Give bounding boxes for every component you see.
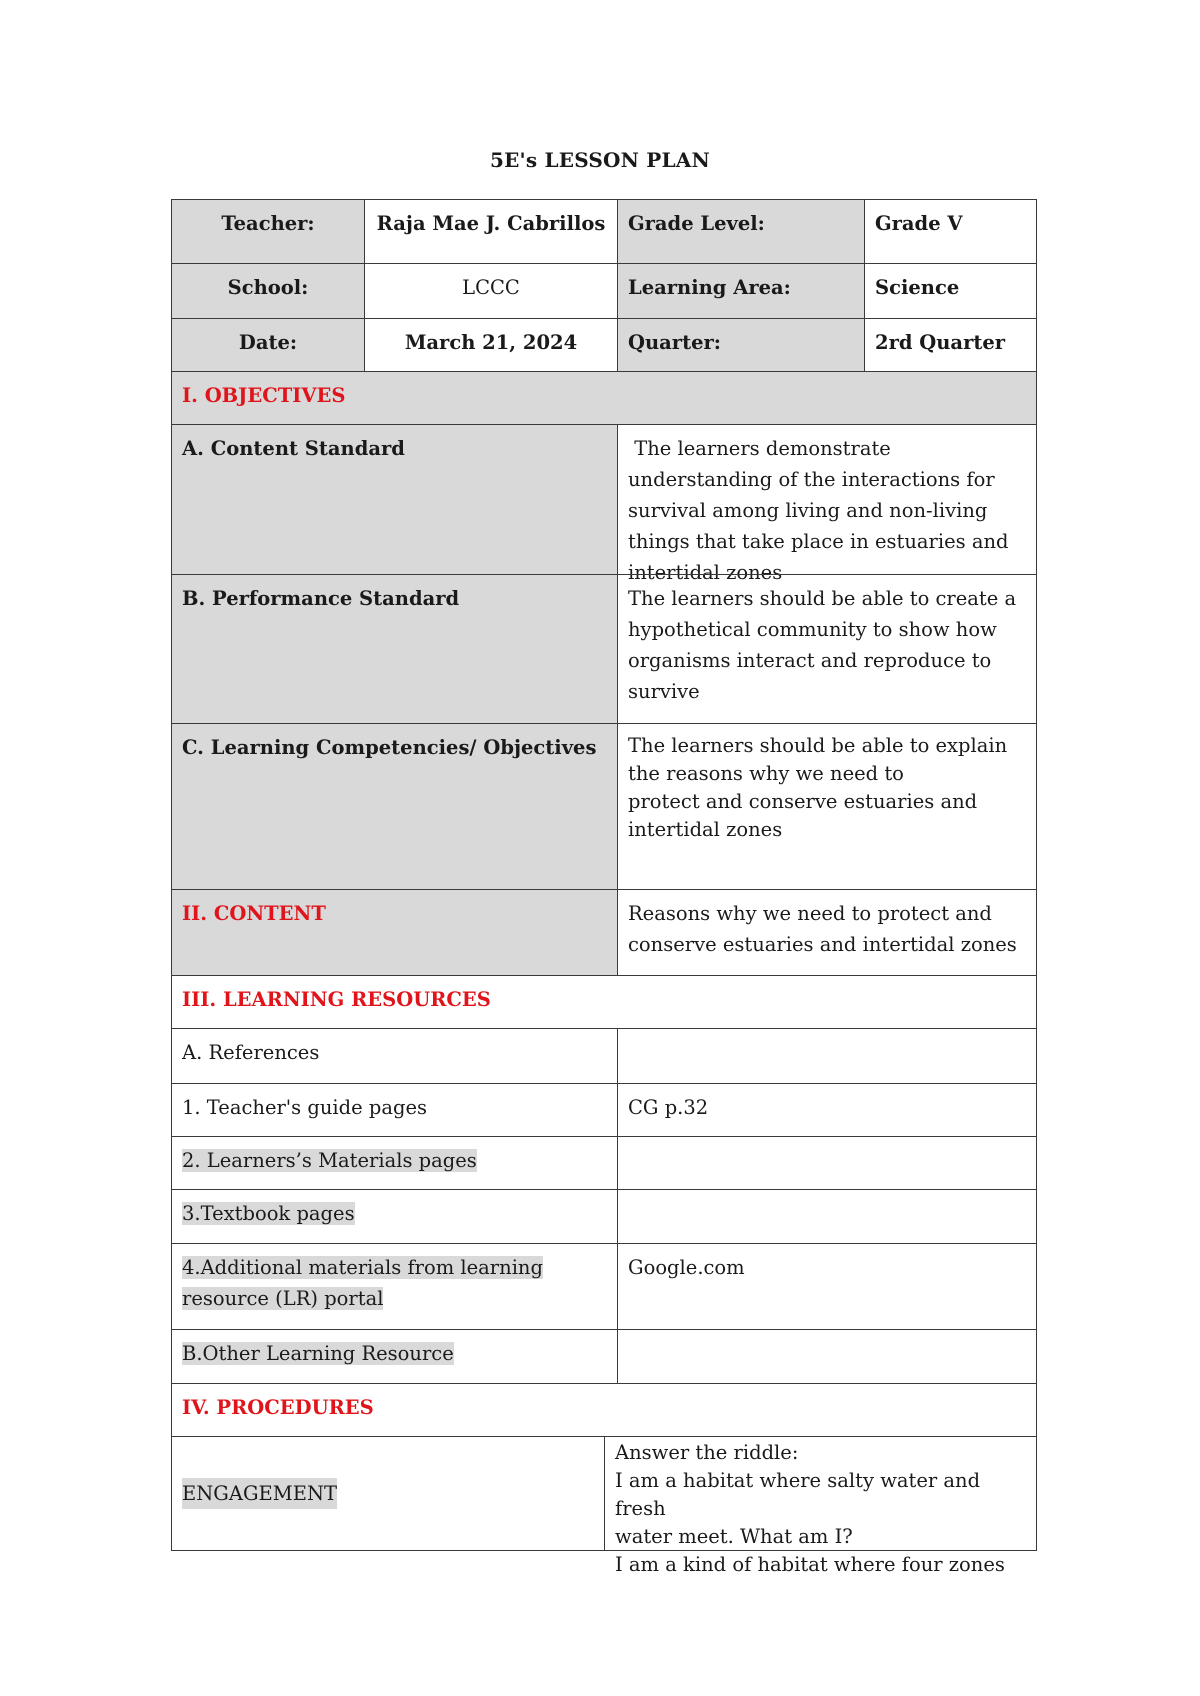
competencies-line: The learners should be able to explain (628, 734, 1008, 757)
school-value: LCCC (364, 263, 618, 319)
other-resource-label: B.Other Learning Resource (171, 1329, 618, 1384)
learning-area-label: Learning Area: (617, 263, 865, 319)
grade-level-label: Grade Level: (617, 199, 865, 264)
competencies-text (617, 723, 1037, 890)
teacher-value: Raja Mae J. Cabrillos (364, 199, 618, 264)
learners-materials-label: 2. Learners’s Materials pages (171, 1136, 618, 1190)
engagement-label: ENGAGEMENT (171, 1436, 605, 1551)
quarter-value: 2rd Quarter (864, 318, 1037, 372)
objectives-heading: I. OBJECTIVES (171, 371, 1037, 425)
textbook-label: 3.Textbook pages (171, 1189, 618, 1244)
learning-area-value: Science (864, 263, 1037, 319)
content-heading: II. CONTENT (171, 889, 618, 976)
textbook-value (617, 1189, 1037, 1244)
content-text: Reasons why we need to protect and conserve estuaries and intertidal zones (617, 889, 1037, 976)
teachers-guide-value: CG p.32 (617, 1083, 1037, 1137)
competencies-line: protect and conserve estuaries and (628, 790, 978, 813)
date-value: March 21, 2024 (364, 318, 618, 372)
riddle-line: I am a kind of habitat where four zones (615, 1553, 1005, 1576)
performance-standard-text: The learners should be able to create a hypothetical community to show how organisms interact and reproduce to survive (617, 574, 1037, 724)
other-resource-value (617, 1329, 1037, 1384)
quarter-label: Quarter: (617, 318, 865, 372)
content-standard-label: A. Content Standard (171, 424, 618, 575)
references-value (617, 1028, 1037, 1084)
additional-materials-label: 4.Additional materials from learning resource (LR) portal (171, 1243, 618, 1330)
teacher-label: Teacher: (171, 199, 365, 264)
additional-materials-value: Google.com (617, 1243, 1037, 1330)
content-standard-text: The learners demonstrate understanding of the interactions for survival among living and non-living things that take place in estuaries and intertidal zones (617, 424, 1037, 575)
procedures-heading: IV. PROCEDURES (171, 1383, 1037, 1437)
riddle-line: Answer the riddle: (615, 1441, 799, 1464)
date-label: Date: (171, 318, 365, 372)
riddle-line: water meet. What am I? (615, 1525, 853, 1548)
learners-materials-value (617, 1136, 1037, 1190)
references-label: A. References (171, 1028, 618, 1084)
competencies-line: the reasons why we need to (628, 762, 904, 785)
competencies-line: intertidal zones (628, 818, 783, 841)
performance-standard-label: B. Performance Standard (171, 574, 618, 724)
page-title: 5E's LESSON PLAN (489, 148, 711, 172)
school-label: School: (171, 263, 365, 319)
teachers-guide-label: 1. Teacher's guide pages (171, 1083, 618, 1137)
grade-level-value: Grade V (864, 199, 1037, 264)
engagement-riddle (604, 1436, 1037, 1576)
competencies-label: C. Learning Competencies/ Objectives (171, 723, 618, 890)
learning-resources-heading: III. LEARNING RESOURCES (171, 975, 1037, 1029)
riddle-line: I am a habitat where salty water and fresh (615, 1469, 981, 1520)
